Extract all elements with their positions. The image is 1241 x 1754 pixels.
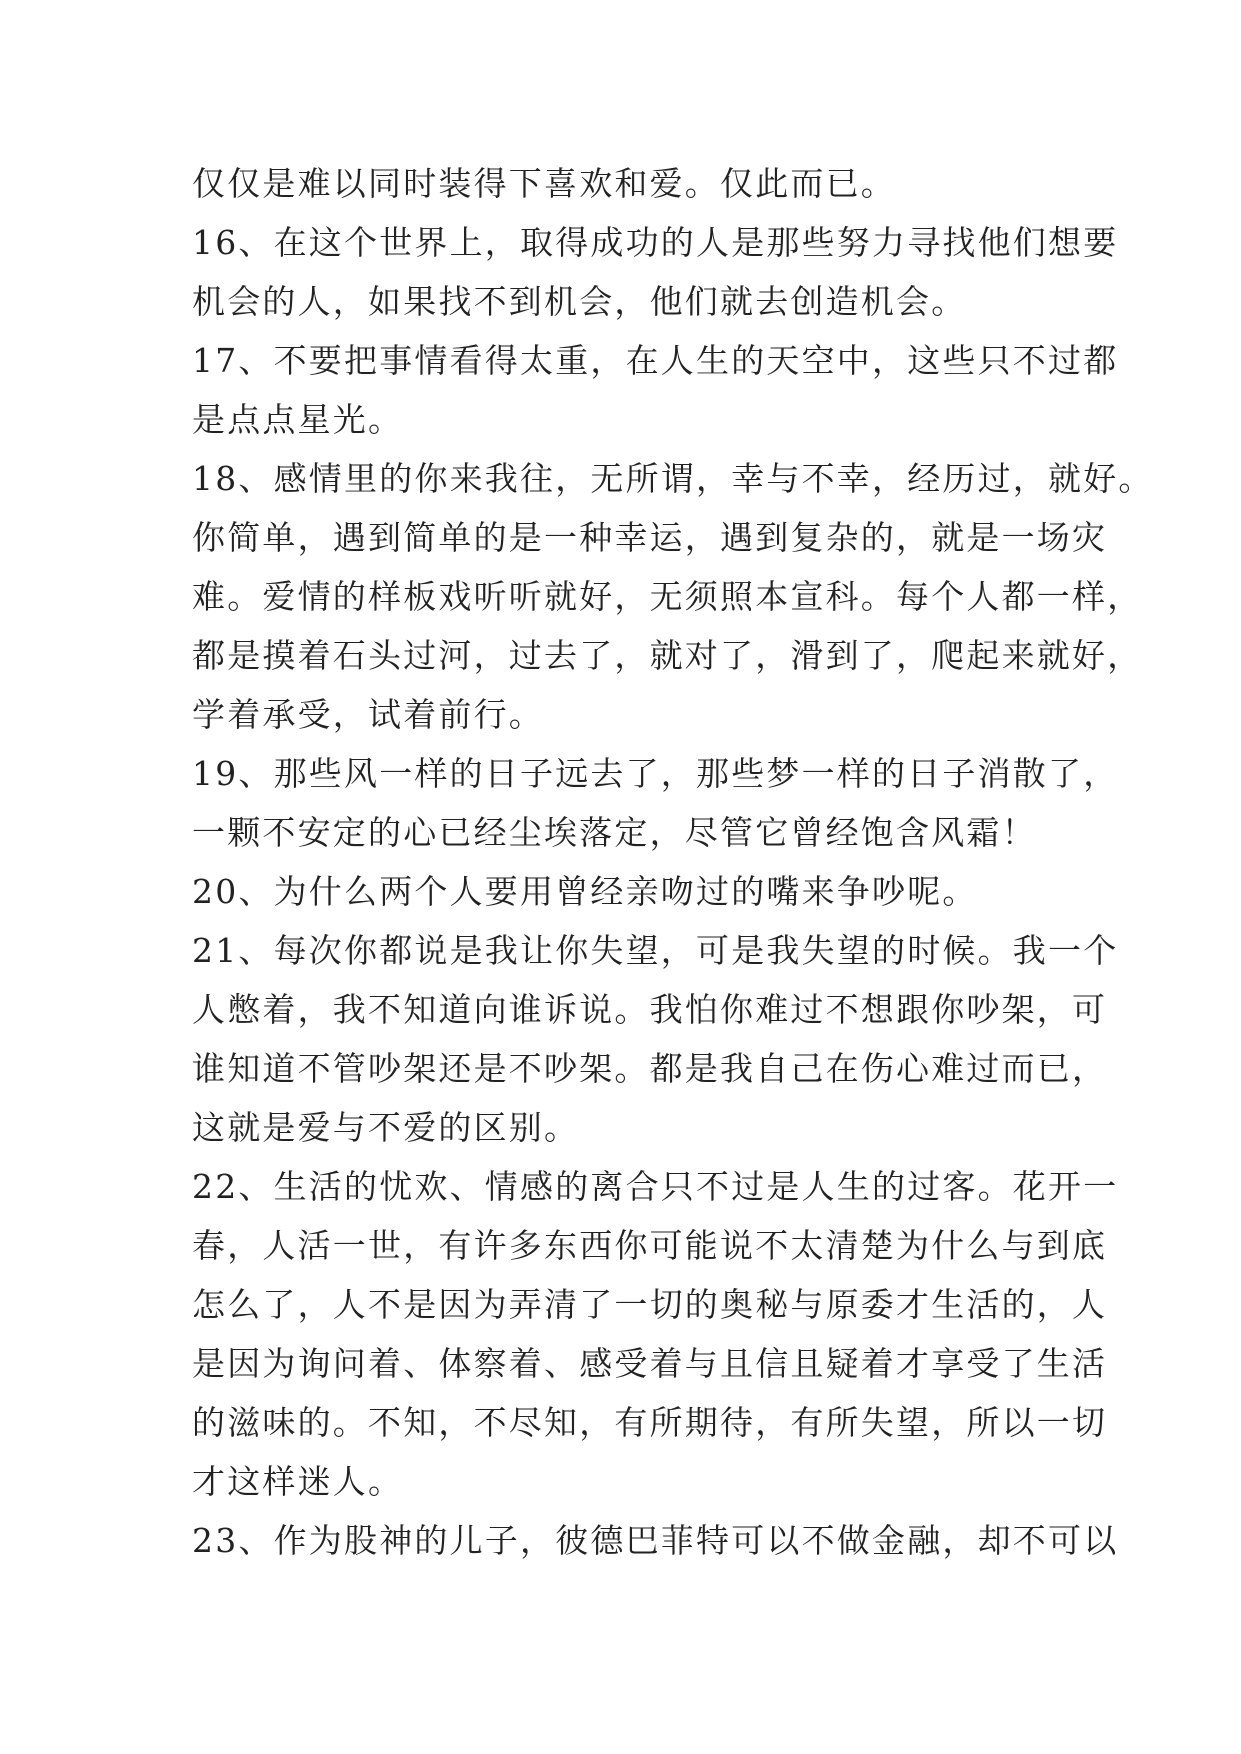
text-line: 17、不要把事情看得太重，在人生的天空中，这些只不过都: [192, 341, 1119, 380]
text-line: 机会的人，如果找不到机会，他们就去创造机会。: [192, 282, 967, 321]
text-line: 学着承受，试着前行。: [192, 695, 544, 734]
text-line: 23、作为股神的儿子，彼德巴菲特可以不做金融，却不可以: [192, 1521, 1119, 1560]
text-line: 20、为什么两个人要用曾经亲吻过的嘴来争吵呢。: [192, 872, 978, 911]
text-line: 的滋味的。不知，不尽知，有所期待，有所失望，所以一切: [192, 1403, 1108, 1442]
text-line: 一颗不安定的心已经尘埃落定，尽管它曾经饱含风霜！: [192, 813, 1037, 852]
text-line: 19、那些风一样的日子远去了，那些梦一样的日子消散了，: [192, 754, 1119, 793]
text-line: 人憋着，我不知道向谁诉说。我怕你难过不想跟你吵架，可: [192, 990, 1108, 1029]
text-line: 16、在这个世界上，取得成功的人是那些努力寻找他们想要: [192, 223, 1119, 262]
text-line: 这就是爱与不爱的区别。: [192, 1108, 580, 1147]
text-line: 22、生活的忧欢、情感的离合只不过是人生的过客。花开一: [192, 1167, 1119, 1206]
text-line: 你简单，遇到简单的是一种幸运，遇到复杂的，就是一场灾: [192, 518, 1108, 557]
text-line: 18、感情里的你来我往，无所谓，幸与不幸，经历过，就好。: [192, 459, 1154, 498]
text-line: 是因为询问着、体察着、感受着与且信且疑着才享受了生活: [192, 1344, 1108, 1383]
text-line: 春，人活一世，有许多东西你可能说不太清楚为什么与到底: [192, 1226, 1108, 1265]
document-body-text: [192, 154, 1154, 1570]
text-line: 是点点星光。: [192, 400, 404, 439]
text-line: 难。爱情的样板戏听听就好，无须照本宣科。每个人都一样，: [192, 577, 1143, 616]
text-line: 谁知道不管吵架还是不吵架。都是我自己在伤心难过而已，: [192, 1049, 1108, 1088]
text-line: 都是摸着石头过河，过去了，就对了，滑到了，爬起来就好，: [192, 636, 1143, 675]
text-line: 21、每次你都说是我让你失望，可是我失望的时候。我一个: [192, 931, 1119, 970]
text-line: 怎么了，人不是因为弄清了一切的奥秘与原委才生活的，人: [192, 1285, 1108, 1324]
text-line: 才这样迷人。: [192, 1462, 404, 1501]
text-line: 仅仅是难以同时装得下喜欢和爱。仅此而已。: [192, 164, 896, 203]
